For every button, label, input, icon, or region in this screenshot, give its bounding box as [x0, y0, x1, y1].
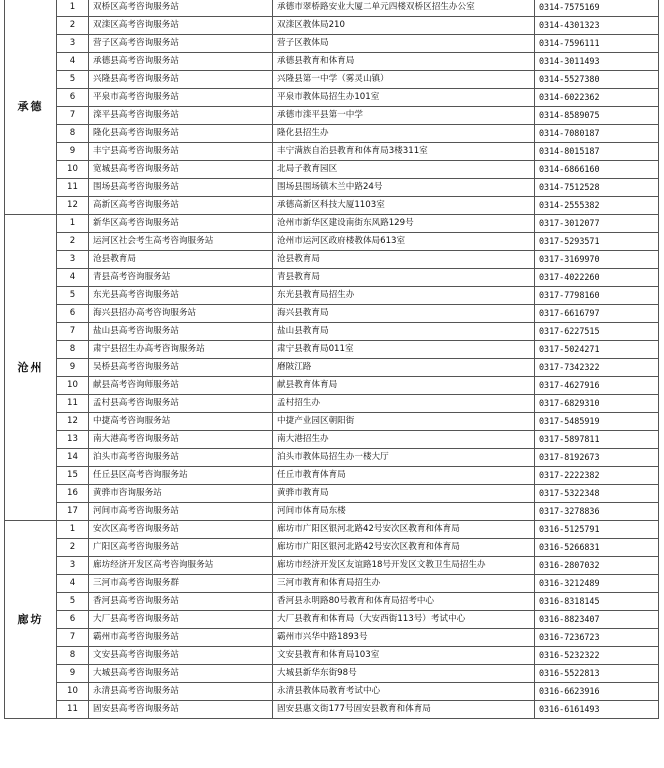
row-number: 15 [57, 467, 89, 485]
station-name: 围场县高考咨询服务站 [89, 179, 273, 197]
station-phone: 0317-4022260 [535, 269, 659, 287]
station-address: 霸州市兴华中路1893号 [273, 629, 535, 647]
station-name: 河间市高考咨询服务站 [89, 503, 273, 521]
station-name: 东光县高考咨询服务站 [89, 287, 273, 305]
station-name: 香河县高考咨询服务站 [89, 593, 273, 611]
station-phone: 0317-7342322 [535, 359, 659, 377]
row-number: 8 [57, 647, 89, 665]
table-row [5, 0, 659, 17]
table-row [5, 287, 659, 305]
station-address: 大城县新华东街98号 [273, 665, 535, 683]
station-phone: 0317-8192673 [535, 449, 659, 467]
table-row [5, 629, 659, 647]
table-row [5, 179, 659, 197]
row-number: 10 [57, 683, 89, 701]
station-address: 任丘市教育体育局 [273, 467, 535, 485]
station-address: 廊坊市广阳区银河北路42号安次区教育和体育局 [273, 539, 535, 557]
city-name: 承德 [5, 0, 57, 215]
consultation-station-table [4, 0, 659, 719]
row-number: 16 [57, 485, 89, 503]
station-name: 宽城县高考咨询服务站 [89, 161, 273, 179]
station-name: 大城县高考咨询服务站 [89, 665, 273, 683]
station-phone: 0317-5024271 [535, 341, 659, 359]
table-row [5, 485, 659, 503]
table-row [5, 107, 659, 125]
city-name: 沧州 [5, 215, 57, 521]
row-number: 2 [57, 539, 89, 557]
table-row [5, 647, 659, 665]
station-phone: 0317-6227515 [535, 323, 659, 341]
station-address: 北局子教育园区 [273, 161, 535, 179]
station-name: 固安县高考咨询服务站 [89, 701, 273, 719]
station-phone: 0316-3212489 [535, 575, 659, 593]
station-address: 磨陂江路 [273, 359, 535, 377]
station-address: 平泉市教体局招生办101室 [273, 89, 535, 107]
station-name: 孟村县高考咨询服务站 [89, 395, 273, 413]
row-number: 6 [57, 611, 89, 629]
station-name: 肃宁县招生办高考咨询服务站 [89, 341, 273, 359]
table-row [5, 359, 659, 377]
row-number: 9 [57, 359, 89, 377]
station-name: 盐山县高考咨询服务站 [89, 323, 273, 341]
station-name: 双滦区高考咨询服务站 [89, 17, 273, 35]
station-address: 沧州市新华区建设南街东风路129号 [273, 215, 535, 233]
station-phone: 0314-6022362 [535, 89, 659, 107]
station-address: 沧县教育局 [273, 251, 535, 269]
row-number: 9 [57, 143, 89, 161]
table-row [5, 197, 659, 215]
station-name: 丰宁县高考咨询服务站 [89, 143, 273, 161]
station-phone: 0317-5485919 [535, 413, 659, 431]
station-name: 献县高考咨询师服务站 [89, 377, 273, 395]
station-name: 沧县教育局 [89, 251, 273, 269]
station-phone: 0317-3278836 [535, 503, 659, 521]
station-phone: 0314-7596111 [535, 35, 659, 53]
station-address: 永清县教体局教育考试中心 [273, 683, 535, 701]
station-phone: 0317-3169970 [535, 251, 659, 269]
table-row [5, 89, 659, 107]
station-name: 运河区社会考生高考咨询服务站 [89, 233, 273, 251]
table-row [5, 503, 659, 521]
station-phone: 0317-3012077 [535, 215, 659, 233]
table-row [5, 557, 659, 575]
station-phone: 0317-4627916 [535, 377, 659, 395]
table-row [5, 467, 659, 485]
station-address: 营子区教体局 [273, 35, 535, 53]
station-phone: 0317-2222382 [535, 467, 659, 485]
station-phone: 0317-6616797 [535, 305, 659, 323]
station-address: 沧州市运河区政府楼教体局613室 [273, 233, 535, 251]
station-name: 吴桥县高考咨询服务站 [89, 359, 273, 377]
station-address: 丰宁满族自治县教育和体育局3楼311室 [273, 143, 535, 161]
row-number: 13 [57, 431, 89, 449]
station-address: 围场县围场镇木兰中路24号 [273, 179, 535, 197]
station-phone: 0314-7512528 [535, 179, 659, 197]
row-number: 12 [57, 413, 89, 431]
row-number: 3 [57, 557, 89, 575]
station-address: 盐山县教育局 [273, 323, 535, 341]
station-name: 海兴县招办高考咨询服务站 [89, 305, 273, 323]
row-number: 4 [57, 53, 89, 71]
station-address: 三河市教育和体育局招生办 [273, 575, 535, 593]
table-row [5, 539, 659, 557]
station-address: 献县教育体育局 [273, 377, 535, 395]
station-address: 大厂县教育和体育局（大安西街113号）考试中心 [273, 611, 535, 629]
table-row [5, 125, 659, 143]
station-phone: 0314-2555382 [535, 197, 659, 215]
station-address: 青县教育局 [273, 269, 535, 287]
table-row [5, 377, 659, 395]
station-name: 青县高考咨询服务站 [89, 269, 273, 287]
station-name: 霸州市高考咨询服务站 [89, 629, 273, 647]
table-row [5, 575, 659, 593]
station-phone: 0316-7236723 [535, 629, 659, 647]
table-row [5, 701, 659, 719]
station-phone: 0316-8823407 [535, 611, 659, 629]
row-number: 8 [57, 341, 89, 359]
station-address: 泊头市教体局招生办一楼大厅 [273, 449, 535, 467]
row-number: 1 [57, 215, 89, 233]
row-number: 12 [57, 197, 89, 215]
row-number: 7 [57, 629, 89, 647]
station-address: 文安县教育和体育局103室 [273, 647, 535, 665]
station-phone: 0317-6829310 [535, 395, 659, 413]
station-phone: 0317-5293571 [535, 233, 659, 251]
station-phone: 0316-5522813 [535, 665, 659, 683]
table-row [5, 431, 659, 449]
table-row [5, 161, 659, 179]
station-address: 承德高新区科技大厦1103室 [273, 197, 535, 215]
row-number: 11 [57, 395, 89, 413]
row-number: 10 [57, 161, 89, 179]
station-phone: 0314-8589075 [535, 107, 659, 125]
table-row [5, 305, 659, 323]
row-number: 2 [57, 17, 89, 35]
station-address: 河间市体育局东楼 [273, 503, 535, 521]
station-name: 廊坊经济开发区高考咨询服务站 [89, 557, 273, 575]
station-address: 固安县惠文街177号固安县教育和体育局 [273, 701, 535, 719]
row-number: 7 [57, 107, 89, 125]
station-phone: 0317-5897811 [535, 431, 659, 449]
table-row [5, 233, 659, 251]
station-phone: 0317-7798160 [535, 287, 659, 305]
station-address: 兴隆县第一中学（雾灵山镇） [273, 71, 535, 89]
station-phone: 0316-6161493 [535, 701, 659, 719]
row-number: 7 [57, 323, 89, 341]
table-row [5, 269, 659, 287]
row-number: 6 [57, 89, 89, 107]
station-name: 滦平县高考咨询服务站 [89, 107, 273, 125]
station-name: 高新区高考咨询服务站 [89, 197, 273, 215]
station-phone: 0316-6623916 [535, 683, 659, 701]
table-row [5, 521, 659, 539]
station-name: 营子区高考咨询服务站 [89, 35, 273, 53]
row-number: 8 [57, 125, 89, 143]
station-phone: 0314-4301323 [535, 17, 659, 35]
station-phone: 0314-5527380 [535, 71, 659, 89]
station-name: 隆化县高考咨询服务站 [89, 125, 273, 143]
table-row [5, 17, 659, 35]
row-number: 3 [57, 35, 89, 53]
row-number: 3 [57, 251, 89, 269]
station-address: 黄骅市教育局 [273, 485, 535, 503]
station-address: 承德县教育和体育局 [273, 53, 535, 71]
station-name: 广阳区高考咨询服务站 [89, 539, 273, 557]
row-number: 11 [57, 701, 89, 719]
row-number: 5 [57, 287, 89, 305]
row-number: 17 [57, 503, 89, 521]
station-name: 文安县高考咨询服务站 [89, 647, 273, 665]
city-name: 廊坊 [5, 521, 57, 719]
station-address: 肃宁县教育局011室 [273, 341, 535, 359]
station-phone: 0317-5322348 [535, 485, 659, 503]
station-phone: 0314-7575169 [535, 0, 659, 17]
station-address: 承德市滦平县第一中学 [273, 107, 535, 125]
station-name: 南大港高考咨询服务站 [89, 431, 273, 449]
row-number: 1 [57, 521, 89, 539]
table-row [5, 215, 659, 233]
table-row [5, 35, 659, 53]
row-number: 1 [57, 0, 89, 17]
table-row [5, 71, 659, 89]
station-address: 中捷产业园区朝阳街 [273, 413, 535, 431]
row-number: 14 [57, 449, 89, 467]
table-row [5, 251, 659, 269]
station-name: 大厂县高考咨询服务站 [89, 611, 273, 629]
station-name: 双桥区高考咨询服务站 [89, 0, 273, 17]
row-number: 4 [57, 575, 89, 593]
station-phone: 0316-5232322 [535, 647, 659, 665]
station-address: 承德市翠桥路安业大厦二单元四楼双桥区招生办公室 [273, 0, 535, 17]
station-phone: 0314-3011493 [535, 53, 659, 71]
station-address: 海兴县教育局 [273, 305, 535, 323]
station-phone: 0314-8015187 [535, 143, 659, 161]
station-phone: 0314-6866160 [535, 161, 659, 179]
station-name: 平泉市高考咨询服务站 [89, 89, 273, 107]
row-number: 5 [57, 71, 89, 89]
station-address: 孟村招生办 [273, 395, 535, 413]
station-name: 三河市高考咨询服务群 [89, 575, 273, 593]
table-row [5, 449, 659, 467]
station-name: 永清县高考咨询服务站 [89, 683, 273, 701]
station-address: 东光县教育局招生办 [273, 287, 535, 305]
station-address: 隆化县招生办 [273, 125, 535, 143]
row-number: 9 [57, 665, 89, 683]
station-name: 新华区高考咨询服务站 [89, 215, 273, 233]
table-row [5, 611, 659, 629]
row-number: 10 [57, 377, 89, 395]
station-name: 泊头市高考咨询服务站 [89, 449, 273, 467]
station-address: 廊坊市经济开发区友谊路18号开发区文教卫生局招生办 [273, 557, 535, 575]
table-row [5, 593, 659, 611]
station-name: 任丘县区高考咨询服务站 [89, 467, 273, 485]
station-phone: 0314-7080187 [535, 125, 659, 143]
station-name: 中捷高考咨询服务站 [89, 413, 273, 431]
table-row [5, 665, 659, 683]
row-number: 11 [57, 179, 89, 197]
row-number: 6 [57, 305, 89, 323]
station-phone: 0316-5125791 [535, 521, 659, 539]
station-address: 双滦区教体局210 [273, 17, 535, 35]
row-number: 5 [57, 593, 89, 611]
table-row [5, 683, 659, 701]
table-row [5, 413, 659, 431]
row-number: 2 [57, 233, 89, 251]
table-row [5, 341, 659, 359]
station-phone: 0316-2807032 [535, 557, 659, 575]
table-row [5, 395, 659, 413]
station-address: 廊坊市广阳区银河北路42号安次区教育和体育局 [273, 521, 535, 539]
station-address: 南大港招生办 [273, 431, 535, 449]
station-name: 承德县高考咨询服务站 [89, 53, 273, 71]
station-name: 安次区高考咨询服务站 [89, 521, 273, 539]
row-number: 4 [57, 269, 89, 287]
station-name: 黄骅市咨询服务站 [89, 485, 273, 503]
station-address: 香河县永明路80号教育和体育局招考中心 [273, 593, 535, 611]
table-row [5, 143, 659, 161]
table-row [5, 53, 659, 71]
station-phone: 0316-8318145 [535, 593, 659, 611]
station-phone: 0316-5266831 [535, 539, 659, 557]
table-row [5, 323, 659, 341]
station-name: 兴隆县高考咨询服务站 [89, 71, 273, 89]
